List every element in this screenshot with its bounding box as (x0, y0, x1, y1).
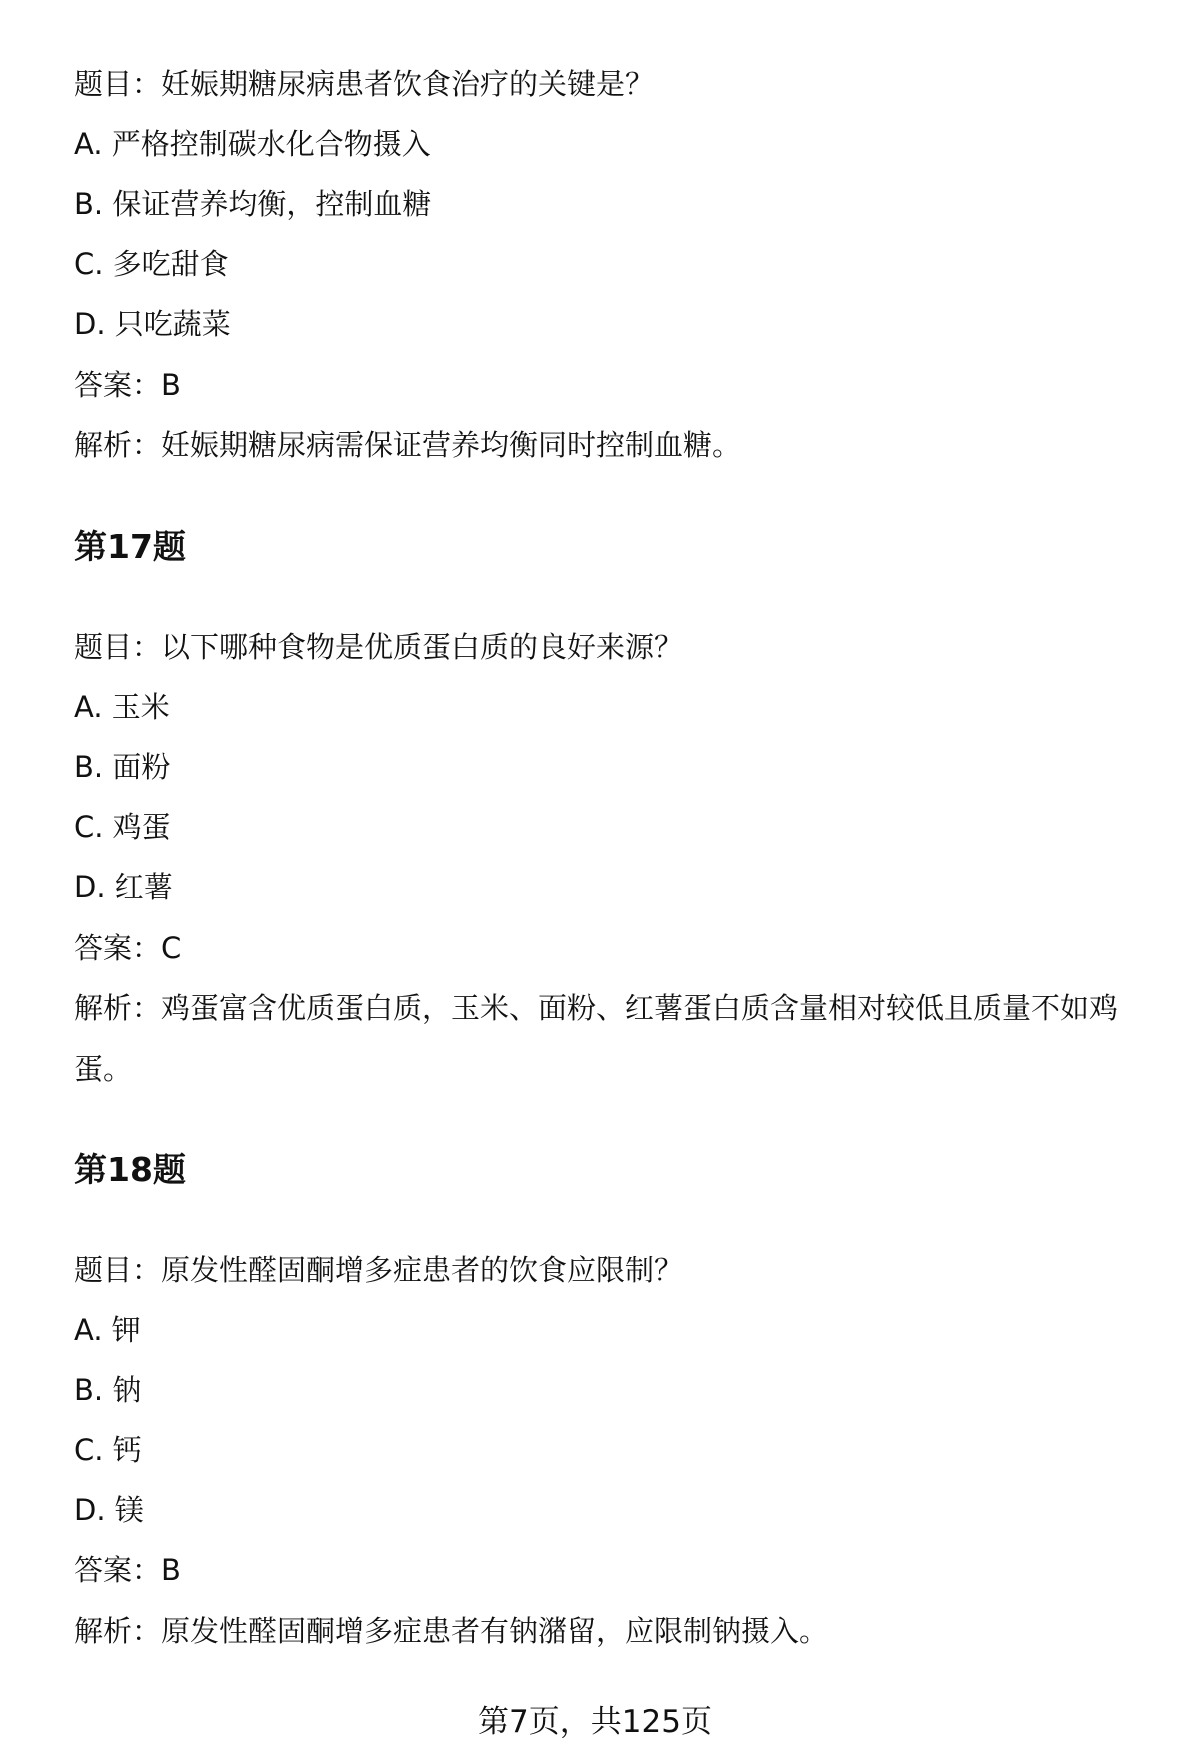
question-16-text: 题目：妊娠期糖尿病患者饮食治疗的关键是？ (74, 67, 655, 101)
question-18-heading: 第18题 (74, 1150, 186, 1189)
question-18-option-c: C. 钙 (74, 1433, 142, 1467)
question-17-option-c: C. 鸡蛋 (74, 810, 171, 844)
question-16-option-a: A. 严格控制碳水化合物摄入 (74, 127, 431, 161)
question-18-answer: 答案：B (74, 1553, 181, 1587)
question-17-analysis-line-2: 蛋。 (74, 1052, 133, 1086)
question-17-option-a: A. 玉米 (74, 690, 170, 724)
question-17-analysis-line-1: 解析：鸡蛋富含优质蛋白质，玉米、面粉、红薯蛋白质含量相对较低且质量不如鸡 (74, 991, 1119, 1025)
question-16-option-c: C. 多吃甜食 (74, 247, 229, 281)
question-16-answer: 答案：B (74, 368, 181, 402)
question-16-option-d: D. 只吃蔬菜 (74, 307, 231, 341)
question-18-option-b: B. 钠 (74, 1373, 142, 1407)
question-16-analysis: 解析：妊娠期糖尿病需保证营养均衡同时控制血糖。 (74, 428, 742, 462)
question-16-option-b: B. 保证营养均衡，控制血糖 (74, 187, 432, 221)
question-17-answer: 答案：C (74, 931, 182, 965)
question-18-option-d: D. 镁 (74, 1493, 144, 1527)
question-17-option-b: B. 面粉 (74, 750, 171, 784)
question-17-option-d: D. 红薯 (74, 870, 173, 904)
page-number-footer: 第7页，共125页 (478, 1704, 712, 1740)
question-17-text: 题目：以下哪种食物是优质蛋白质的良好来源？ (74, 630, 684, 664)
question-18-option-a: A. 钾 (74, 1313, 141, 1347)
question-18-analysis: 解析：原发性醛固酮增多症患者有钠潴留，应限制钠摄入。 (74, 1614, 829, 1648)
question-18-text: 题目：原发性醛固酮增多症患者的饮食应限制？ (74, 1253, 684, 1287)
question-17-heading: 第17题 (74, 527, 186, 566)
